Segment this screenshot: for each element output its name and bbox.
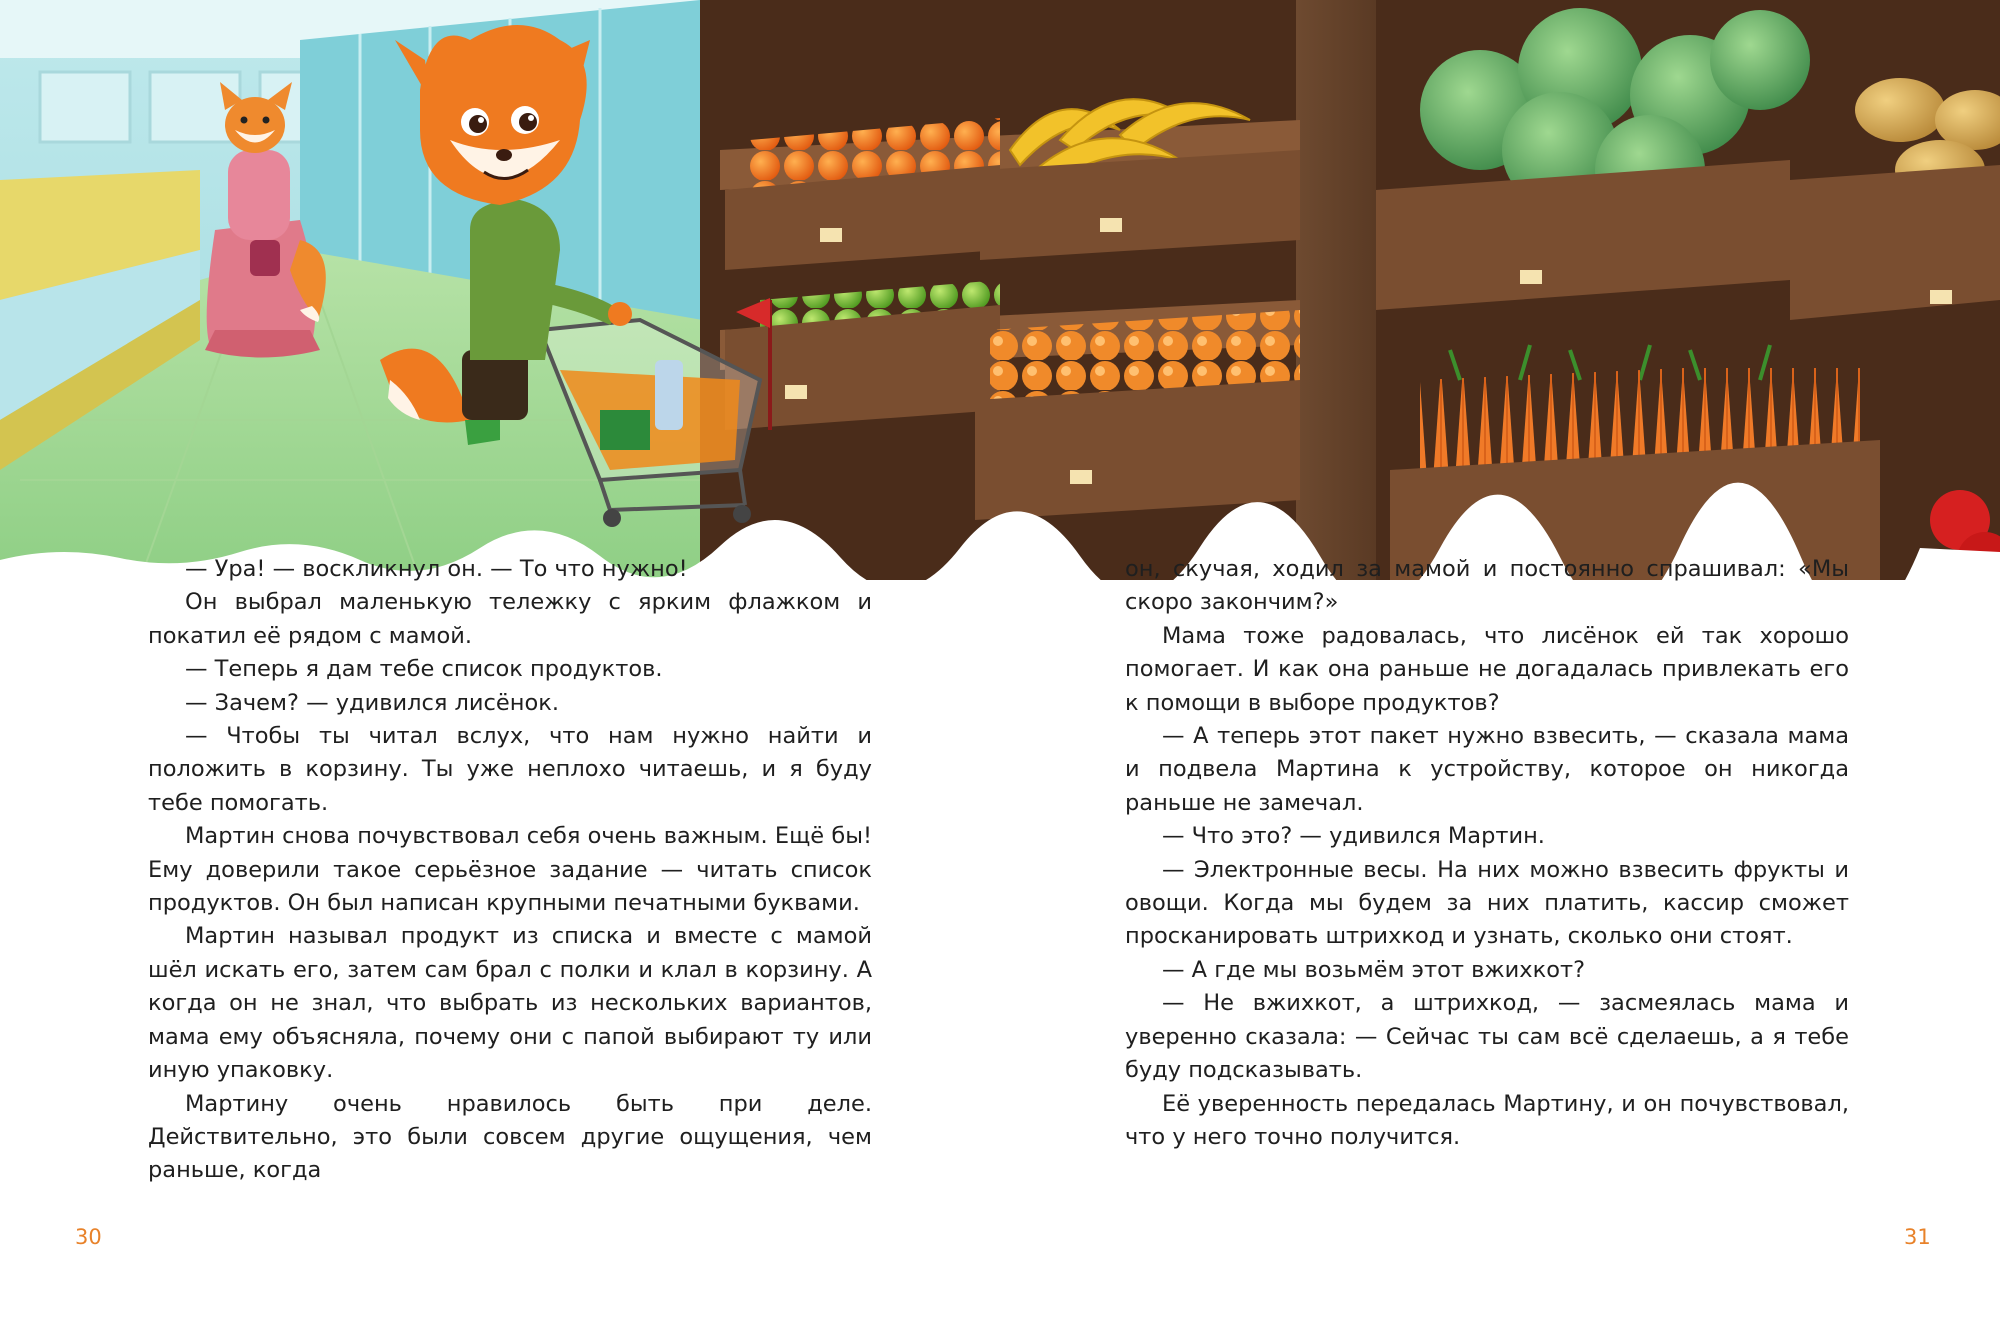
paragraph: — Чтобы ты читал вслух, что нам нужно найти и положить в корзину. Ты уже неплохо читаешь, и я буду тебе помогать. — [148, 723, 872, 816]
paragraph: Мама тоже радовалась, что лисёнок ей так хорошо помогает. И как она раньше не догадалась привлекать его к помощи в выборе продуктов? — [1125, 622, 1849, 716]
paragraph: — Теперь я дам тебе список продуктов. — [185, 656, 663, 683]
paragraph: Мартин называл продукт из списка и вместе с мамой шёл искать его, затем сам брал с полки и клал в корзину. А когда он не знал, что выбрать из нескольких вариантов, мама ему объясняла, почему они с папой выбирают ту или иную упаковку. — [148, 923, 872, 1084]
paragraph: — Ура! — воскликнул он. — То что нужно! — [185, 556, 688, 582]
paragraph: Её уверенность передалась Мартину, и он почувствовал, что у него точно получится. — [1125, 1090, 1849, 1150]
paragraph: Мартин снова почувствовал себя очень важным. Ещё бы! Ему доверили такое серьёзное задание — читать список продуктов. Он был написан крупными печатными буквами. — [148, 823, 872, 917]
page-number-left: 30 — [75, 1225, 102, 1249]
paragraph: — Электронные весы. На них можно взвесить фрукты и овощи. Когда мы будем за них платить, кассир сможет просканировать штрихкод и узнать, сколько они стоят. — [1125, 856, 1849, 950]
paragraph: — Не вжихкот, а штрихкод, — засмеялась мама и уверенно сказала: — Сейчас ты сам всё сделаешь, а я тебе буду подсказывать. — [1125, 990, 1849, 1084]
paragraph: — А где мы возьмём этот вжихкот? — [1162, 956, 1586, 983]
paragraph: — Зачем? — удивился лисёнок. — [185, 689, 559, 716]
left-page-text — [148, 553, 872, 1188]
paragraph: — А теперь этот пакет нужно взвесить, — сказала мама и подвела Мартина к устройству, которое он никогда раньше не замечал. — [1125, 723, 1849, 816]
right-page-text — [1125, 553, 1849, 1154]
paragraph: Он выбрал маленькую тележку с ярким флажком и покатил её рядом с мамой. — [148, 589, 872, 649]
supermarket-illustration — [0, 0, 2000, 580]
paragraph: Мартину очень нравилось быть при деле. Действительно, это были совсем другие ощущения, чем раньше, когда — [148, 1090, 872, 1184]
paragraph-continuation: он, скучая, ходил за мамой и постоянно спрашивал: «Мы скоро закончим?» — [1125, 556, 1849, 616]
paragraph: — Что это? — удивился Мартин. — [1162, 823, 1545, 850]
page-number-right: 31 — [1904, 1225, 1931, 1249]
